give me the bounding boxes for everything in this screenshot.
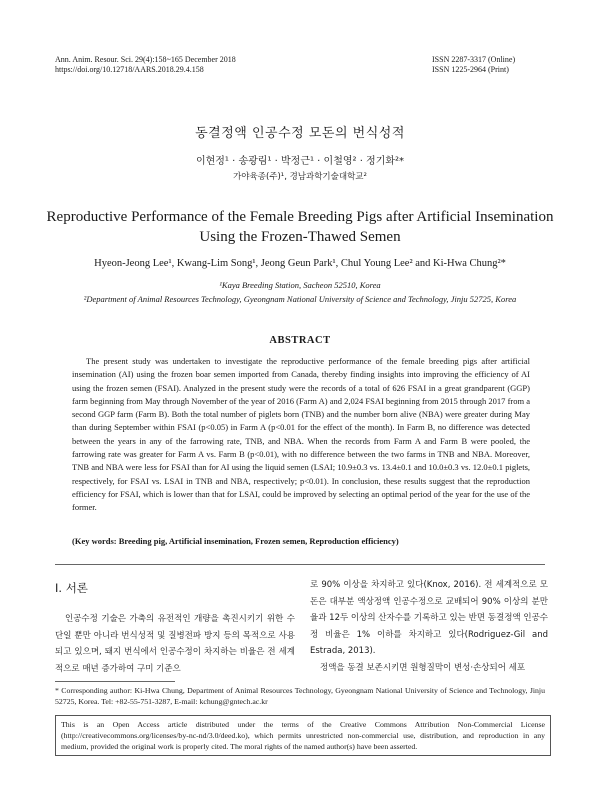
doi-link[interactable]: https://doi.org/10.12718/AARS.2018.29.4.158 — [55, 65, 204, 74]
affiliation-2: ²Department of Animal Resources Technology, Gyeongnam National University of Science and Technology, Jinju 52725, Korea — [83, 294, 517, 304]
issn-print: ISSN 1225-2964 (Print) — [432, 65, 509, 74]
introduction-heading: Ⅰ. 서론 — [55, 581, 88, 595]
abstract-heading: ABSTRACT — [269, 335, 331, 346]
intro-right-paragraph-2: 정액을 동결 보존시키면 원형질막이 변성·손상되어 세포 — [320, 662, 526, 673]
footnote-rule — [55, 681, 175, 682]
korean-affiliation: 가야육종(주)¹, 경남과학기술대학교² — [233, 172, 367, 182]
english-title: Reproductive Performance of the Female Breeding Pigs after Artificial Insemination Using the Frozen-Thawed Semen — [46, 209, 554, 245]
korean-authors: 이현정¹ · 송광림¹ · 박정근¹ · 이철영² · 정기화²* — [195, 156, 405, 167]
korean-title: 동결정액 인공수정 모돈의 번식성적 — [195, 126, 405, 141]
section-divider — [55, 564, 545, 565]
english-authors: Hyeon-Jeong Lee¹, Kwang-Lim Song¹, Jeong Geun Park¹, Chul Young Lee² and Ki-Hwa Chung²* — [94, 258, 506, 269]
corresponding-author-footnote: * Corresponding author: Ki-Hwa Chung, Department of Animal Resources Technology, Gyeongnam National University of Science and Technology, Jinju 52725, Korea. Tel: +82-55-751-3287, E-mail: kchung@gntech.ac.kr — [55, 686, 545, 706]
issn-online: ISSN 2287-3317 (Online) — [432, 55, 516, 64]
keywords: (Key words: Breeding pig, Artificial insemination, Frozen semen, Reproduction efficiency) — [72, 536, 399, 546]
intro-right-column — [310, 577, 548, 677]
license-box: This is an Open Access article distributed under the terms of the Creative Commons Attribution Non-Commercial License (http://creativecommons.org/licenses/by-nc-nd/3.0/deed.ko), which permits unrestricted non-commercial use, distribution, and reproduction in any medium, provided the original work is properly cited. The moral rights of the named author(s) have been asserted. — [55, 715, 551, 756]
abstract-text: The present study was undertaken to investigate the reproductive performance of the female breeding pigs after artificial insemination (AI) using the frozen boar semen imported from Canada, thereby finding insights into improving the efficiency of AI using the frozen semen (FSAI). Analyzed in the present study were the records of a total of 626 FSAI in a great grandparent (GGP) farm beginning from May through November of the year of 2016 (Farm A) and 2,024 FSAI beginning from 2015 through 2017 from a second GGP farm (Farm B). Both the total number of piglets born (TNB) and the number born alive (NBA) were greater during May than during September within FSAI (p<0.05) in Farm A (p<0.01 for the effect of the month). In Farm B, no difference was detected between the years in any of the farrowing rate, TNB, and NBA. When the records from Farm A and Farm B were pooled, the farrowing rate was greater for Farm A vs. Farm B (p<0.01), with no difference between the two farms in TNB and NBA. Moreover, TNB and NBA were less for FSAI than for AI using the liquid semen (LSAI; 10.9±0.3 vs. 13.4±0.1 and 10.0±0.3 vs. 12.0±0.1 piglets, respectively, for FSAI vs. LSAI in TNB and NBA, respectively; p<0.01). In conclusion, these results suggest that the reproduction efficiency for FSAI, which is lower than that for LSAI, could be improved by selecting an optimal period of the year for the use of the former. — [72, 356, 530, 513]
affiliation-1: ¹Kaya Breeding Station, Sacheon 52510, Korea — [219, 280, 381, 290]
intro-right-paragraph-1: 로 90% 이상을 차지하고 있다(Knox, 2016). 전 세계적으로 모돈은 대부분 액상정액 인공수정으로 교배되어 90% 이상의 분만율과 12두 이상의 산자수를 기록하고 있는 반면 동결정액 인공수정 비율은 1% 이하를 차지하고 있다(Rodriguez-Gil and Estrada, 2013). — [310, 580, 548, 657]
issn-block — [432, 55, 515, 75]
journal-citation: Ann. Anim. Resour. Sci. 29(4):158~165 December 2018 — [55, 55, 236, 64]
journal-header — [55, 55, 236, 75]
intro-left-column: 인공수정 기술은 가축의 유전적인 개량을 촉진시키기 위한 수단일 뿐만 아니라 번식성적 및 질병전파 방지 등의 목적으로 사용되고 있으며, 돼지 번식에서 인공수정이 차지하는 비율은 전 세계적으로 매년 증가하여 구미 기준으 — [55, 614, 295, 674]
